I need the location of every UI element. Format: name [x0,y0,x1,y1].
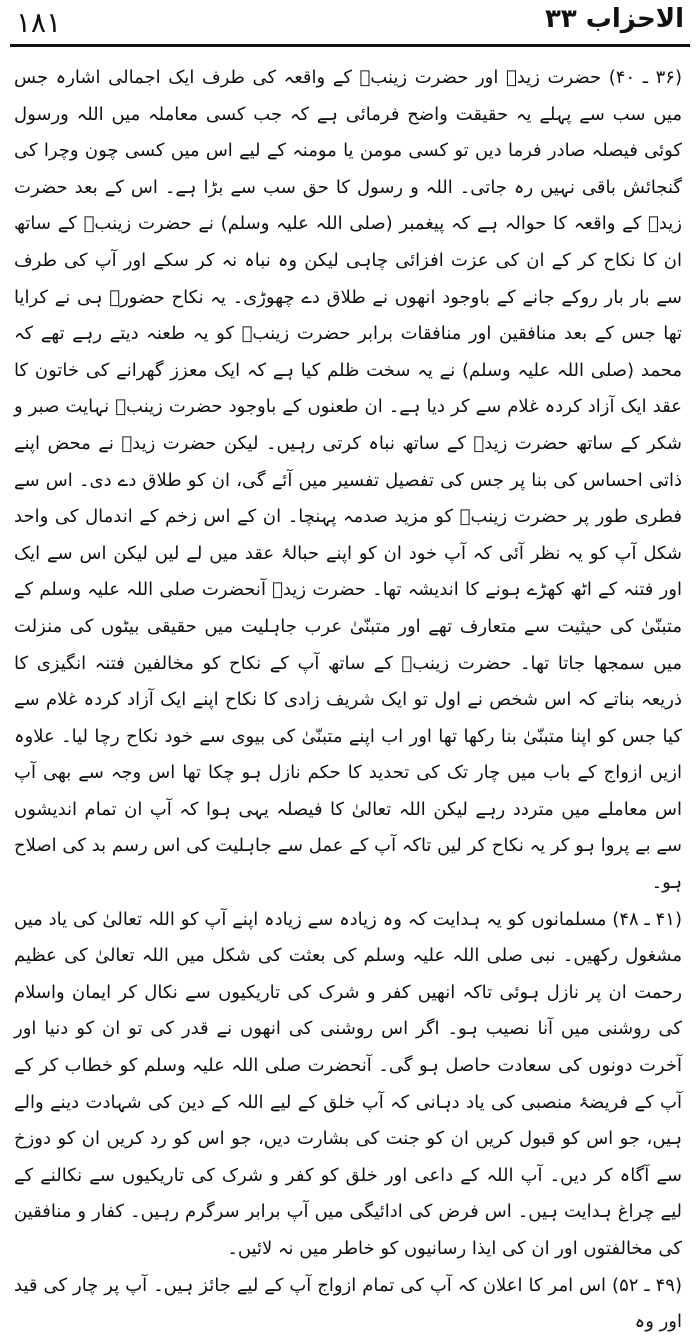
verse-reference: (۳۶ ـ ۴۰) [608,67,682,88]
chapter-title: الاحزاب ۳۳ [544,4,684,34]
paragraph-text: مسلمانوں کو یہ ہدایت کہ وہ زیادہ سے زیادہ اپنے آپ کو اللہ تعالیٰ کی یاد میں مشغول رکھیں۔ نبی صلی اللہ علیہ وسلم کی بعثت کی شکل میں اللہ تعالیٰ کی عظیم رحمت ان پر نازل ہوئی تاکہ انھیں کفر و شرک کی تاریکیوں سے نکال کر ایمان واسلام کی روشنی میں آنا نصیب ہو۔ اگر اس روشنی کی انھوں نے قدر کی تو ان کو دنیا اور آخرت دونوں کی سعادت حاصل ہو گی۔ آنحضرت صلی اللہ علیہ وسلم کو خطاب کر کے آپ کے فریضۂ منصبی کی یاد دہانی کہ آپ خلق کے لیے اللہ کے دین کی شہادت دینے والے ہیں، جو اس کو قبول کریں ان کو جنت کی بشارت دیں، جو اس کو رد کریں ان کو دوزخ سے آگاہ کر دیں۔ آپ اللہ کے داعی اور خلق کو کفر و شرک کی تاریکیوں سے نکالنے کے لیے چراغ ہدایت ہیں۔ اس فرض کی ادائیگی میں آپ برابر سرگرم رہیں۔ کفار و منافقین کی مخالفتوں اور ان کی ایذا رسانیوں کو خاطر میں نہ لائیں۔ [14,908,682,1259]
paragraph-text: اس امر کا اعلان کہ آپ کی تمام ازواج آپ کے لیے جائز ہیں۔ آپ پر چار کی قید اور وہ [14,1274,682,1333]
paragraph-verses-41-48 [14,902,682,1268]
verse-reference: (۴۱ ـ ۴۸) [612,908,682,930]
paragraph-text: حضرت زیدؓ اور حضرت زینبؓ کے واقعہ کی طرف ایک اجمالی اشارہ جس میں سب سے پہلے یہ حقیقت واضح فرمائی ہے کہ جب کسی معاملہ میں اللہ ورسول کوئی فیصلہ صادر فرما دیں تو کسی مومن یا مومنہ کے لیے اس میں کسی چون وچرا کی گنجائش باقی نہیں رہ جاتی۔ اللہ و رسول کا حق سب سے بڑا ہے۔ اس کے بعد حضرت زیدؓ کے واقعہ کا حوالہ ہے کہ پیغمبر (صلی اللہ علیہ وسلم) نے حضرت زینبؓ کے ساتھ ان کا نکاح کر کے ان کی عزت افزائی چاہی لیکن وہ نباہ نہ کر سکے اور آپ کی طرف سے بار بار روکے جانے کے باوجود انھوں نے طلاق دے چھوڑی۔ یہ نکاح حضورؐ ہی نے کرایا تھا جس کے بعد منافقین اور منافقات برابر حضرت زینبؓ کو یہ طعنہ دیتے رہے تھے کہ محمد (صلی اللہ علیہ وسلم) نے یہ سخت ظلم کیا ہے کہ ایک معزز گھرانے کی خاتون کا عقد ایک آزاد کردہ غلام سے کر دیا ہے۔ ان طعنوں کے باوجود حضرت زینبؓ نہایت صبر و شکر کے ساتھ حضرت زیدؓ کے ساتھ نباہ کرتی رہیں۔ لیکن حضرت زیدؓ نے محض اپنے ذاتی احساس کی بنا پر جس کی تفصیل تفسیر میں آئے گی، ان کو طلاق دے دی۔ اس سے فطری طور پر حضرت زینبؓ کو مزید صدمہ پہنچا۔ ان کے اس زخم کے اندمال کی واحد شکل آپ کو یہ نظر آئی کہ آپ خود ان کو اپنے حبالۂ عقد میں لے لیں لیکن اس سے ایک اور فتنہ کے اٹھ کھڑے ہونے کا اندیشہ تھا۔ حضرت زیدؓ آنحضرت صلی اللہ علیہ وسلم کے متبنّیٰ کی حیثیت سے متعارف تھے اور متبنّیٰ عرب جاہلیت میں حقیقی بیٹوں کی منزلت میں سمجھا جاتا تھا۔ حضرت زینبؓ کے ساتھ آپ کے نکاح کو مخالفین فتنہ انگیزی کا ذریعہ بناتے کہ اس شخص نے اول تو ایک شریف زادی کا نکاح اپنے ایک آزاد کردہ غلام سے کیا جس کو اپنا متبنّیٰ بنا رکھا تھا اور اب اپنے متبنّیٰ کی بیوی سے خود نکاح رچا لیا۔ علاوہ ازیں ازواج کے باب میں چار تک کی تحدید کا حکم نازل ہو چکا تھا اس وجہ سے بھی آپ اس معاملے میں متردد رہے لیکن اللہ تعالیٰ کا فیصلہ یہی ہوا کہ آپ ان تمام اندیشوں سے بے پروا ہو کر یہ نکاح کر لیں تاکہ آپ کے عمل سے جاہلیت کی اس رسم بد کی اصلاح ہو۔ [14,67,682,894]
commentary-body [14,60,682,1333]
paragraph-verses-36-40 [14,60,682,902]
header-divider [10,44,690,47]
paragraph-verses-49-52 [14,1268,682,1341]
verse-reference: (۴۹ ـ ۵۲) [612,1274,682,1296]
page-number: ۱۸۱ [16,6,62,39]
page-header [10,0,690,44]
